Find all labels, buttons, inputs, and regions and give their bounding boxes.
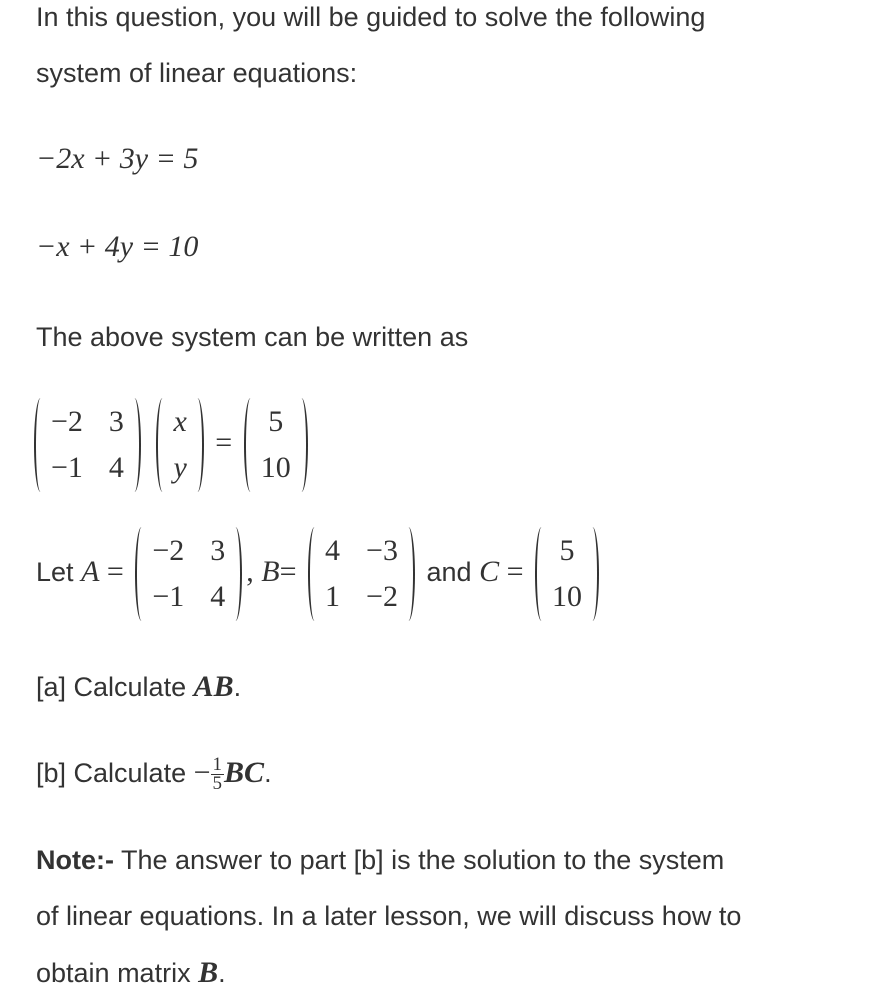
equals: = — [506, 555, 524, 589]
cell: x — [173, 405, 187, 438]
cell: −1 — [51, 451, 83, 484]
equals: = — [279, 555, 297, 589]
equation-1 — [36, 142, 198, 176]
numerator: 1 — [212, 754, 223, 776]
matrix-a-def — [135, 527, 242, 621]
vector-xy — [156, 398, 203, 492]
equals: = — [106, 555, 124, 589]
cell: 10 — [260, 451, 291, 484]
intro-line-2: system of linear equations: — [36, 58, 358, 88]
part-a — [36, 670, 241, 704]
equals-sign: = — [215, 426, 233, 460]
vector-c — [244, 398, 308, 492]
written-as-text: The above system can be written as — [36, 322, 469, 352]
cell: 5 — [559, 534, 575, 567]
cell: 3 — [108, 405, 124, 438]
minus: − — [193, 756, 211, 789]
matrix-equation — [30, 398, 312, 492]
period: . — [264, 758, 272, 788]
cell: y — [173, 451, 187, 484]
symbol-b: B — [198, 956, 219, 989]
symbol-a: A — [81, 555, 100, 589]
cell: −2 — [366, 580, 398, 613]
part-b-label: [b] Calculate — [36, 758, 187, 788]
note-line-3 — [36, 956, 226, 990]
part-a-label: [a] Calculate — [36, 672, 187, 702]
cell: 10 — [552, 580, 583, 613]
intro-line-1: In this question, you will be guided to solve the following — [36, 2, 706, 32]
equation-2-text: −x + 4y = 10 — [36, 230, 199, 263]
period: . — [233, 672, 242, 702]
symbol-b: B — [261, 555, 280, 589]
cell: −3 — [366, 534, 398, 567]
note-line-1 — [36, 845, 724, 876]
part-a-expr: AB — [193, 670, 234, 703]
cell: 4 — [210, 580, 226, 613]
denominator: 5 — [212, 773, 223, 795]
matrix-a — [34, 398, 141, 492]
note-text: The answer to part [b] is the solution to the system — [113, 845, 725, 875]
note-line-2: of linear equations. In a later lesson, we will discuss how to — [36, 901, 742, 931]
cell: 4 — [325, 534, 341, 567]
definitions — [36, 527, 603, 621]
cell: 1 — [325, 580, 341, 613]
equation-1-text: −2x + 3y = 5 — [36, 142, 199, 175]
cell: −2 — [51, 405, 83, 438]
cell: 5 — [268, 405, 284, 438]
cell: −1 — [152, 580, 185, 613]
part-b-expr: BC — [224, 756, 265, 789]
matrix-b-def — [308, 527, 415, 621]
equation-2 — [36, 230, 198, 264]
comma: , — [246, 555, 254, 589]
matrix-c-def — [535, 527, 599, 621]
note-label: Note:- — [36, 845, 114, 875]
let-text: Let — [36, 557, 74, 588]
cell: 4 — [108, 451, 124, 484]
note-text: obtain matrix — [36, 958, 199, 988]
part-b — [36, 756, 272, 793]
period: . — [218, 958, 226, 988]
cell: 3 — [210, 534, 226, 567]
symbol-c: C — [479, 555, 500, 589]
and-text: and — [426, 557, 472, 588]
fraction — [211, 756, 225, 793]
cell: −2 — [152, 534, 185, 567]
